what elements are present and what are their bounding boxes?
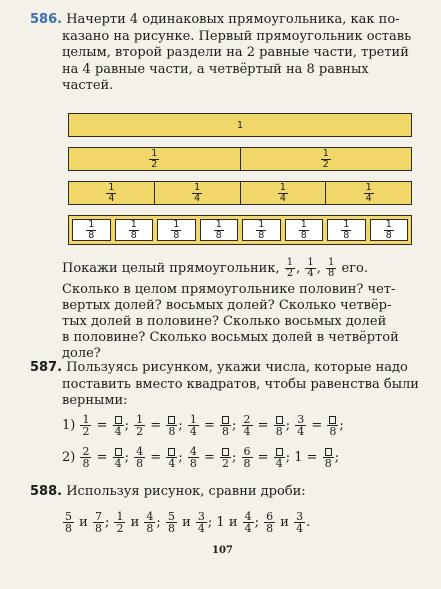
answer-box[interactable] — [329, 416, 336, 424]
fraction: $\frac{1}{4}$ — [194, 182, 201, 204]
conjunction: и — [182, 515, 191, 530]
conjunction: и — [79, 515, 88, 530]
whole-number: 1 — [294, 450, 303, 465]
fraction: $\frac{4}{8}$ — [146, 510, 154, 535]
fraction: $\frac{1}{2}$ — [151, 148, 158, 170]
fraction: $\frac{4}{8}$ — [136, 445, 144, 470]
task-text-line: на 4 равные части, а четвёртый на 8 равных — [62, 61, 369, 77]
conjunction: и — [228, 515, 238, 530]
bar-cell — [69, 182, 155, 204]
halves-rectangle — [68, 147, 412, 171]
answer-box[interactable] — [168, 416, 175, 424]
fraction: 4 — [113, 446, 124, 469]
fraction: $\frac{4}{4}$ — [244, 510, 252, 535]
fraction: $\frac{3}{4}$ — [296, 510, 304, 535]
fraction: $\frac{5}{8}$ — [167, 510, 175, 535]
fraction: 8 — [274, 414, 285, 437]
task-number: 586. — [30, 12, 63, 27]
fraction: 4 — [166, 446, 177, 469]
show-suffix: его. — [341, 261, 368, 276]
fraction: $\frac{6}{8}$ — [243, 445, 251, 470]
fraction: $\frac{1}{8}$ — [215, 219, 222, 241]
fraction: $\frac{1}{8}$ — [385, 219, 392, 241]
page-number: 107 — [212, 545, 233, 556]
figure-questions: Покажи целый прямоугольник, $\frac{1}{2}$ , $\frac{1}{4}$ , $\frac{1}{8}$ его. Сколько в целом прямоугольнике половин? чет- вертых долей? восьмых долей? Сколько четвёр- тых долей в половине? Сколько восьмых долей в половине? Сколько восьмых долей в четвёртой доле? — [62, 258, 418, 362]
bar-cell — [370, 219, 409, 241]
bar-cell — [155, 182, 241, 204]
eighths-rectangle — [68, 215, 412, 245]
task-587 — [30, 360, 425, 410]
question-line: тых долей в половине? Сколько восьмых долей — [62, 314, 387, 329]
whole-cell: 1 — [236, 119, 244, 131]
fraction: $\frac{1}{8}$ — [130, 219, 137, 241]
fraction: $\frac{1}{8}$ — [173, 219, 180, 241]
answer-box[interactable] — [115, 416, 122, 424]
fraction: $\frac{1}{4}$ — [279, 182, 286, 204]
fraction: $\frac{2}{4}$ — [243, 413, 251, 438]
task-text-line: поставить вместо квадратов, чтобы равенства были — [62, 376, 419, 392]
task-text-line: целым, второй раздели на 2 равные части, третий — [62, 45, 409, 60]
fraction: 8 — [327, 414, 338, 437]
answer-box[interactable] — [276, 416, 283, 424]
bar-cell — [200, 219, 239, 241]
bar-cell — [285, 219, 324, 241]
fraction: $\frac{1}{8}$ — [300, 219, 307, 241]
fraction: 4 — [113, 414, 124, 437]
comparison-row: $\frac{5}{8}$ и $\frac{7}{8}$ ; $\frac{1}{2}$ и $\frac{4}{8}$ ; $\frac{5}{8}$ и $\frac{3}{4}$ ; 1 и $\frac{4}{4}$ ; $\frac{6}{8}$ и $\frac{3}{4}$ . — [65, 510, 311, 535]
row-label: 2) — [62, 450, 76, 465]
task-text-line: Используя рисунок, сравни дроби: — [66, 484, 306, 499]
fraction: 8 — [166, 414, 177, 437]
fraction: $\frac{1}{8}$ — [88, 219, 95, 241]
bar-cell — [241, 182, 327, 204]
fraction: $\frac{1}{2}$ — [116, 510, 124, 535]
fraction: $\frac{1}{2}$ — [136, 413, 144, 438]
fraction: $\frac{1}{4}$ — [307, 257, 314, 279]
rectangles-figure — [68, 113, 412, 249]
bar-cell — [327, 219, 366, 241]
fraction: $\frac{3}{4}$ — [197, 510, 205, 535]
fraction: $\frac{4}{8}$ — [189, 445, 197, 470]
fraction: $\frac{1}{8}$ — [343, 219, 350, 241]
task-number: 588. — [30, 484, 63, 499]
fraction: 2 — [220, 446, 231, 469]
answer-box[interactable] — [222, 416, 229, 424]
fraction: $\frac{5}{8}$ — [65, 510, 72, 535]
task-text-line: верными: — [62, 393, 128, 408]
conjunction: и — [280, 515, 289, 530]
answer-box[interactable] — [168, 448, 175, 456]
answer-box[interactable] — [276, 448, 283, 456]
fraction: $\frac{3}{4}$ — [297, 413, 305, 438]
question-line: Сколько в целом прямоугольнике половин? чет- — [62, 282, 396, 297]
answer-box[interactable] — [222, 448, 229, 456]
answer-box[interactable] — [115, 448, 122, 456]
fraction: $\frac{6}{8}$ — [266, 510, 274, 535]
task-text-line: Начерти 4 одинаковых прямоугольника, как по- — [66, 12, 400, 27]
answer-box[interactable] — [325, 448, 332, 456]
task-text-line: казано на рисунке. Первый прямоугольник оставь — [62, 28, 412, 44]
task-text-line: Пользуясь рисунком, укажи числа, которые надо — [66, 360, 408, 375]
question-line: вертых долей? восьмых долей? Сколько четвёр- — [62, 298, 392, 313]
bar-cell — [157, 219, 196, 241]
question-line: доле? — [62, 346, 101, 361]
question-line: в половине? Сколько восьмых долей в четвёртой — [62, 330, 399, 345]
conjunction: и — [130, 515, 140, 530]
task-text-line: частей. — [62, 78, 114, 93]
row-label: 1) — [62, 418, 76, 433]
show-prefix: Покажи целый прямоугольник, — [62, 261, 280, 276]
fraction: $\frac{1}{8}$ — [328, 257, 335, 279]
task-586 — [30, 12, 420, 95]
bar-cell — [326, 182, 411, 204]
fraction: $\frac{1}{8}$ — [258, 219, 265, 241]
equation-row-1: 1) $\frac{1}{2}$ = 4 ; $\frac{1}{2}$ = 8 ; $\frac{1}{4}$ = 8 ; $\frac{2}{4}$ = 8 ; $\frac{3}{4}$ = 8 ; — [62, 413, 344, 438]
fraction: 8 — [323, 446, 334, 469]
fraction: $\frac{1}{2}$ — [322, 148, 329, 170]
fraction: $\frac{1}{2}$ — [82, 413, 90, 438]
fraction: $\frac{1}{4}$ — [365, 182, 372, 204]
whole-number: 1 — [216, 515, 225, 530]
whole-rectangle — [68, 113, 412, 137]
fraction: 4 — [274, 446, 285, 469]
bar-cell — [72, 219, 111, 241]
bar-cell — [241, 148, 412, 170]
fraction: $\frac{1}{4}$ — [189, 413, 197, 438]
bar-cell — [115, 219, 154, 241]
fraction: $\frac{7}{8}$ — [94, 510, 102, 535]
fraction: $\frac{2}{8}$ — [82, 445, 90, 470]
bar-cell — [242, 219, 281, 241]
fraction: $\frac{1}{2}$ — [286, 257, 294, 279]
fraction: 8 — [220, 414, 231, 437]
equation-row-2: 2) $\frac{2}{8}$ = 4 ; $\frac{4}{8}$ = 4 ; $\frac{4}{8}$ = 2 ; $\frac{6}{8}$ = 4 ; 1 = 8 ; — [62, 445, 340, 470]
quarters-rectangle — [68, 181, 412, 205]
task-number: 587. — [30, 360, 63, 375]
bar-cell — [69, 148, 241, 170]
fraction: $\frac{1}{4}$ — [108, 182, 115, 204]
task-588 — [30, 484, 425, 501]
